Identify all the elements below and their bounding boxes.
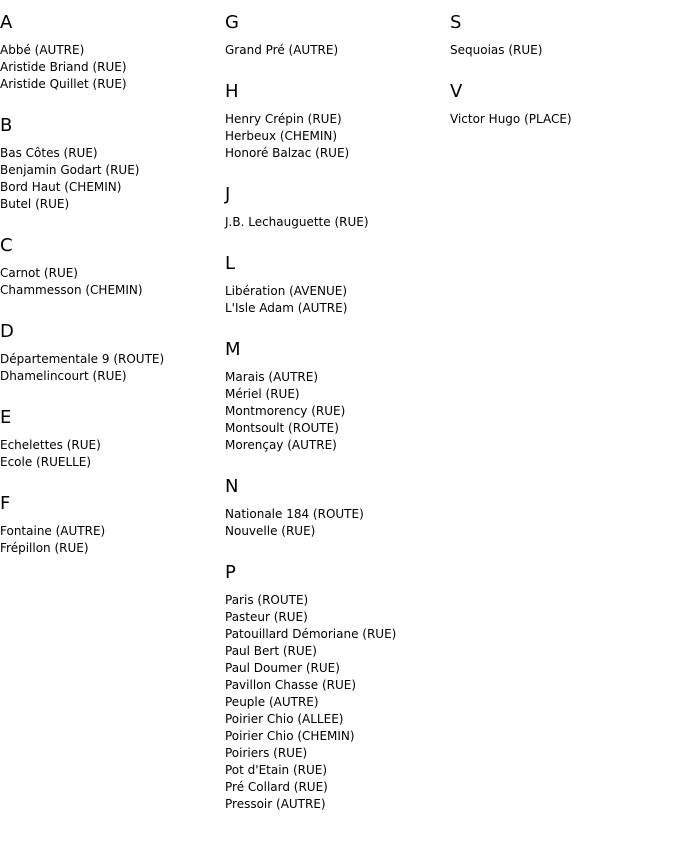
street-link[interactable]: Honoré Balzac (RUE) (225, 146, 350, 160)
letter-group (0, 115, 220, 213)
street-link[interactable]: Peuple (AUTRE) (225, 695, 319, 709)
letter-heading: G (225, 12, 239, 33)
street-link[interactable]: Pot d'Etain (RUE) (225, 763, 328, 777)
letter-heading: N (225, 476, 239, 497)
letter-group (0, 321, 220, 385)
street-link[interactable]: Montmorency (RUE) (225, 404, 346, 418)
street-link[interactable]: Poiriers (RUE) (225, 746, 308, 760)
street-link[interactable]: Marais (AUTRE) (225, 370, 318, 384)
letter-heading: P (225, 562, 236, 583)
letter-heading: H (225, 81, 239, 102)
letter-group (0, 407, 220, 471)
letter-group (225, 184, 445, 231)
street-link[interactable]: Aristide Quillet (RUE) (0, 77, 127, 91)
letter-heading: A (0, 12, 13, 33)
street-link[interactable]: Carnot (RUE) (0, 266, 78, 280)
index-column (225, 12, 445, 835)
letter-group (225, 253, 445, 317)
street-link[interactable]: Henry Crépin (RUE) (225, 112, 342, 126)
street-link[interactable]: Poirier Chio (CHEMIN) (225, 729, 355, 743)
street-link[interactable]: Libération (AVENUE) (225, 284, 348, 298)
street-link[interactable]: Départementale 9 (ROUTE) (0, 352, 165, 366)
street-link[interactable]: Bord Haut (CHEMIN) (0, 180, 122, 194)
street-link[interactable]: Pressoir (AUTRE) (225, 797, 326, 811)
street-link[interactable]: Montsoult (ROUTE) (225, 421, 339, 435)
letter-group (225, 339, 445, 454)
street-link[interactable]: Ecole (RUELLE) (0, 455, 92, 469)
street-link[interactable]: Pavillon Chasse (RUE) (225, 678, 357, 692)
letter-group (0, 235, 220, 299)
street-link[interactable]: J.B. Lechauguette (RUE) (225, 215, 369, 229)
street-link[interactable]: Fontaine (AUTRE) (0, 524, 106, 538)
letter-heading: M (225, 339, 241, 360)
street-link[interactable]: Grand Pré (AUTRE) (225, 43, 339, 57)
letter-heading: L (225, 253, 236, 274)
street-link[interactable]: L'Isle Adam (AUTRE) (225, 301, 348, 315)
street-link[interactable]: Victor Hugo (PLACE) (450, 112, 572, 126)
street-link[interactable]: Frépillon (RUE) (0, 541, 89, 555)
letter-group (225, 562, 445, 813)
street-link[interactable]: Benjamin Godart (RUE) (0, 163, 140, 177)
street-link[interactable]: Bas Côtes (RUE) (0, 146, 98, 160)
street-link[interactable]: Paul Bert (RUE) (225, 644, 317, 658)
street-link[interactable]: Nouvelle (RUE) (225, 524, 316, 538)
street-link[interactable]: Nationale 184 (ROUTE) (225, 507, 364, 521)
letter-heading: V (450, 81, 463, 102)
street-link[interactable]: Echelettes (RUE) (0, 438, 101, 452)
index-column (450, 12, 670, 150)
street-link[interactable]: Patouillard Démoriane (RUE) (225, 627, 397, 641)
street-link[interactable]: Poirier Chio (ALLEE) (225, 712, 344, 726)
index-column (0, 12, 220, 579)
street-link[interactable]: Butel (RUE) (0, 197, 70, 211)
street-link[interactable]: Chammesson (CHEMIN) (0, 283, 143, 297)
letter-heading: D (0, 321, 14, 342)
street-link[interactable]: Abbé (AUTRE) (0, 43, 85, 57)
letter-heading: B (0, 115, 13, 136)
street-link[interactable]: Paul Doumer (RUE) (225, 661, 340, 675)
letter-group (450, 81, 670, 128)
street-link[interactable]: Pré Collard (RUE) (225, 780, 328, 794)
letter-heading: J (225, 184, 231, 205)
letter-group (225, 476, 445, 540)
street-link[interactable]: Morençay (AUTRE) (225, 438, 337, 452)
letter-group (225, 12, 445, 59)
letter-heading: E (0, 407, 12, 428)
letter-heading: F (0, 493, 11, 514)
street-link[interactable]: Dhamelincourt (RUE) (0, 369, 127, 383)
street-link[interactable]: Mériel (RUE) (225, 387, 300, 401)
street-link[interactable]: Paris (ROUTE) (225, 593, 309, 607)
street-link[interactable]: Aristide Briand (RUE) (0, 60, 127, 74)
street-link[interactable]: Sequoias (RUE) (450, 43, 543, 57)
letter-group (0, 12, 220, 93)
letter-group (0, 493, 220, 557)
street-link[interactable]: Pasteur (RUE) (225, 610, 308, 624)
letter-group (225, 81, 445, 162)
letter-heading: S (450, 12, 462, 33)
street-link[interactable]: Herbeux (CHEMIN) (225, 129, 338, 143)
letter-heading: C (0, 235, 13, 256)
letter-group (450, 12, 670, 59)
